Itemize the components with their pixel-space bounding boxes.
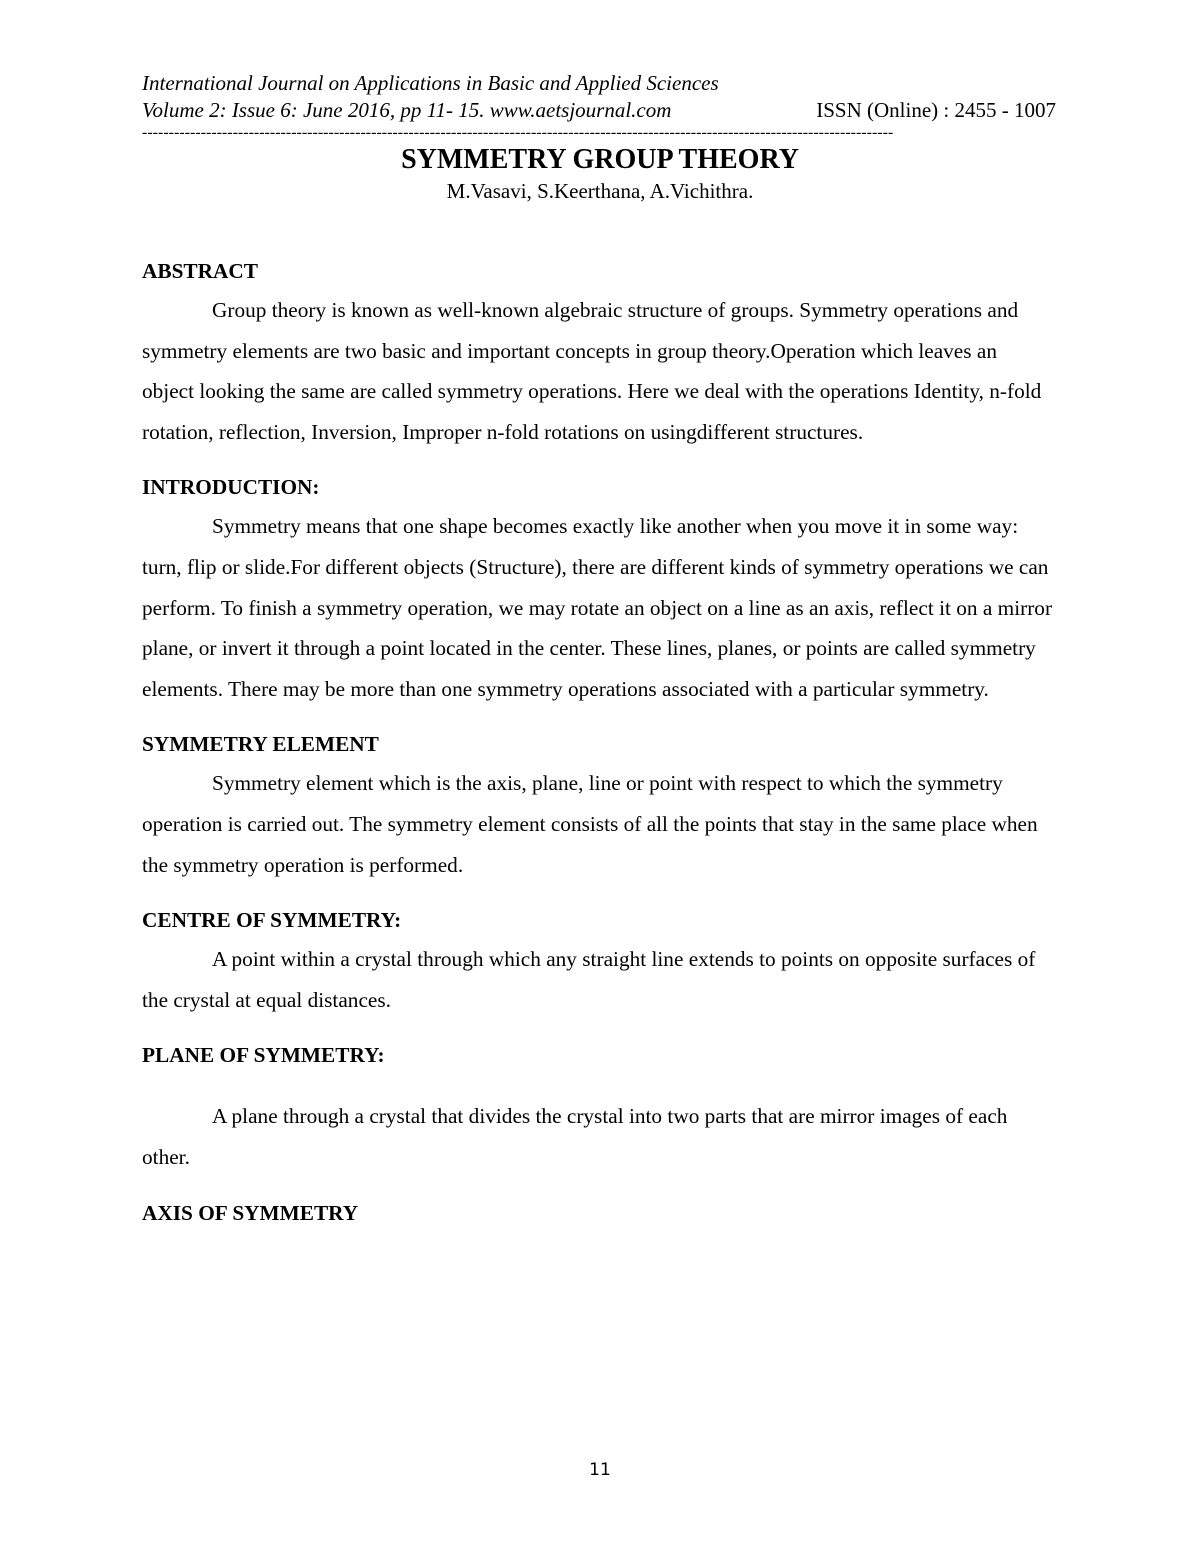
header-rule: --------------------------------------------------------------------------------------------------------------------------------------------- [142, 124, 894, 141]
axis-of-symmetry-section [142, 1198, 1054, 1228]
abstract-text: Group theory is known as well-known algebraic structure of groups. Symmetry operations and symmetry elements are two basic and important concepts in group theory.Operation which leaves an object looking the same are called symmetry operations. Here we deal with the operations Identity, n-fold rotation, reflection, Inversion, Improper n-fold rotations on usingdifferent structures. [142, 298, 1042, 444]
centre-of-symmetry-heading: CENTRE OF SYMMETRY: [142, 908, 402, 933]
symmetry-element-text: Symmetry element which is the axis, plane, line or point with respect to which the symmetry operation is carried out. The symmetry element consists of all the points that stay in the same place when the symmetry operation is performed. [142, 771, 1038, 877]
paper-authors: M.Vasavi, S.Keerthana, A.Vichithra. [446, 179, 754, 203]
introduction-heading: INTRODUCTION: [142, 475, 320, 500]
plane-of-symmetry-section [142, 1040, 1054, 1177]
symmetry-element-heading: SYMMETRY ELEMENT [142, 732, 379, 757]
plane-of-symmetry-text: A plane through a crystal that divides the crystal into two parts that are mirror images of each other. [142, 1104, 1008, 1169]
journal-volume-line [142, 97, 1056, 124]
paper-body [142, 256, 1054, 1228]
abstract-heading: ABSTRACT [142, 259, 258, 283]
centre-of-symmetry-section [142, 905, 1054, 1020]
symmetry-element-section [142, 729, 1054, 885]
page-number: 11 [589, 1460, 611, 1480]
journal-header [142, 70, 1056, 124]
paper-title: SYMMETRY GROUP THEORY [401, 144, 799, 175]
abstract-section [142, 256, 1054, 452]
journal-issn: ISSN (Online) : 2455 - 1007 [816, 98, 1056, 122]
introduction-text: Symmetry means that one shape becomes exactly like another when you move it in some way: turn, flip or slide.For different objects (Structure), there are different kinds of symmetry operations we can perform. To finish a symmetry operation, we may rotate an object on a line as an axis, reflect it on a mirror plane, or invert it through a point located in the center. These lines, planes, or points are called symmetry elements. There may be more than one symmetry operations associated with a particular symmetry. [142, 514, 1053, 701]
centre-of-symmetry-text: A point within a crystal through which any straight line extends to points on opposite surfaces of the crystal at equal distances. [142, 947, 1036, 1012]
introduction-section [142, 472, 1054, 709]
plane-of-symmetry-heading: PLANE OF SYMMETRY: [142, 1043, 385, 1068]
journal-volume: Volume 2: Issue 6: June 2016, pp 11- 15. www.aetsjournal.com [142, 98, 672, 122]
axis-of-symmetry-heading: AXIS OF SYMMETRY [142, 1200, 359, 1225]
journal-name: International Journal on Applications in Basic and Applied Sciences [142, 71, 719, 95]
